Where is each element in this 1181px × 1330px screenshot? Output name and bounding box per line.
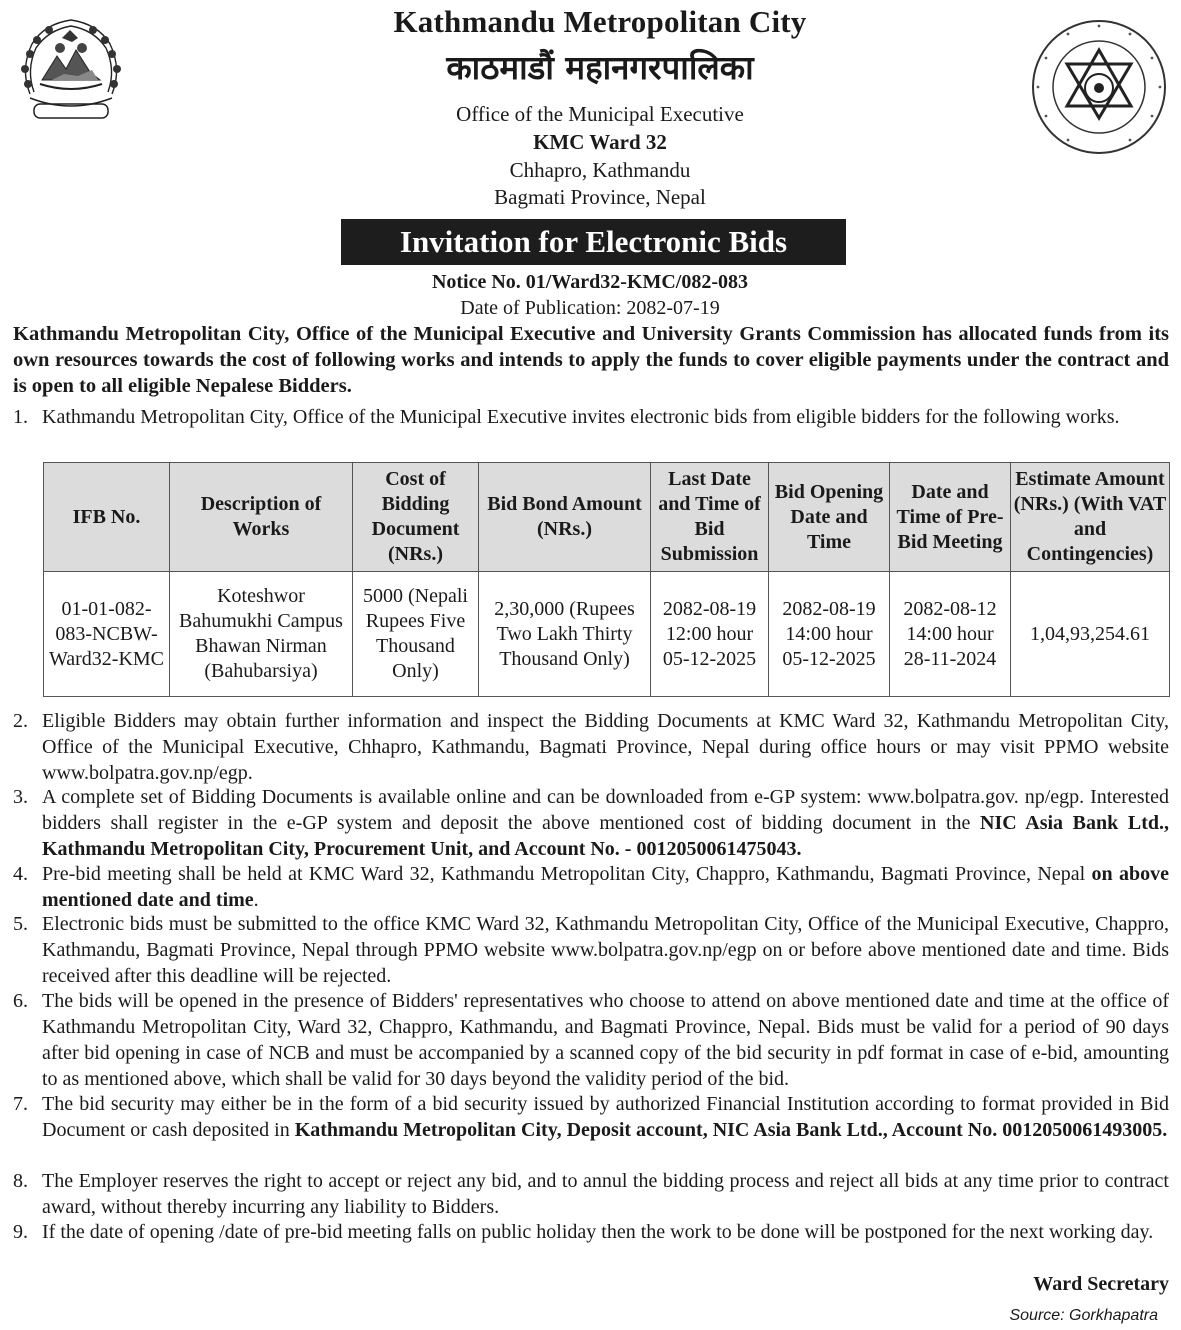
cell-estimate: 1,04,93,254.61 — [1011, 572, 1170, 697]
item-number: 7. — [13, 1093, 28, 1115]
item-text — [42, 784, 1169, 862]
city-title: Kathmandu Metropolitan City — [393, 4, 807, 39]
col-estimate: Estimate Amount (NRs.) (With VAT and Contingencies) — [1011, 463, 1170, 572]
open-date-bs: 2082-08-19 — [782, 597, 876, 620]
list-item — [13, 1219, 1169, 1245]
deposit-account-text: Kathmandu Metropolitan City, Deposit account, NIC Asia Bank Ltd., Account No. 0012050061493005. — [294, 1119, 1168, 1141]
prebid-date-ad: 28-11-2024 — [903, 647, 997, 670]
item-number: 1. — [13, 406, 28, 428]
open-time: 14:00 hour — [785, 622, 873, 645]
item-text-plain: Pre-bid meeting shall be held at KMC Ward 32, Kathmandu Metropolitan City, Chappro, Kathmandu, Bagmati Province, Nepal — [42, 863, 1092, 885]
col-description: Description of Works — [170, 463, 353, 572]
cell-ifb-no: 01-01-082-083-NCBW-Ward32-KMC — [44, 572, 170, 697]
item-text: Kathmandu Metropolitan City, Office of the Municipal Executive invites electronic bids from eligible bidders for the following works. — [42, 406, 1120, 428]
item-number: 6. — [13, 990, 28, 1012]
prebid-time: 14:00 hour — [906, 622, 994, 645]
col-prebid-date: Date and Time of Pre-Bid Meeting — [890, 463, 1011, 572]
notice-title: Invitation for Electronic Bids — [341, 219, 846, 265]
list-item — [13, 404, 1169, 430]
publication-date: Date of Publication: 2082-07-19 — [460, 297, 720, 319]
item-text: Eligible Bidders may obtain further information and inspect the Bidding Documents at KMC Ward 32, Kathmandu Metropolitan City, Office of the Municipal Executive, Chhapro, Kathmandu, Bagmati Province, Nepal during office hours or may visit PPMO website www.bolpatra.gov.np/egp. — [42, 710, 1169, 784]
item-text-plain: The bid security may either be in the form of a bid security issued by authorized Financial Institution according to format provided in Bid Document or cash deposited in — [42, 1093, 1169, 1141]
item-text: Electronic bids must be submitted to the office KMC Ward 32, Kathmandu Metropolitan City, Office of the Municipal Executive, Chappro, Kathmandu, Bagmati Province, Nepal through PPMO website www.bolpatra.gov.np/egp on or before above mentioned date and time. Bids received after this deadline will be rejected. — [42, 913, 1169, 987]
office-name: Office of the Municipal Executive — [456, 102, 744, 126]
cell-bid-bond: 2,30,000 (Rupees Two Lakh Thirty Thousand Only) — [479, 572, 651, 697]
cell-description: Koteshwor Bahumukhi Campus Bhawan Nirman (Bahubarsiya) — [170, 572, 353, 697]
list-item — [13, 911, 1169, 989]
col-opening-date: Bid Opening Date and Time — [769, 463, 890, 572]
list-item — [13, 861, 1169, 913]
col-document-cost: Cost of Bidding Document (NRs.) — [353, 463, 479, 572]
intro-paragraph: Kathmandu Metropolitan City, Office of the Municipal Executive and University Grants Commission has allocated funds from its own resources towards the cost of following works and intends to apply the funds to cover eligible payments under the contract and is open to all eligible Nepalese Bidders. — [13, 323, 1169, 397]
last-time: 12:00 hour — [665, 622, 754, 645]
item-number: 8. — [13, 1170, 28, 1192]
col-bid-bond: Bid Bond Amount (NRs.) — [479, 463, 651, 572]
kmc-seal-icon — [1030, 18, 1168, 156]
item-number: 4. — [13, 863, 28, 885]
province: Bagmati Province, Nepal — [494, 185, 706, 209]
item-text — [42, 861, 1169, 913]
list-item — [13, 1168, 1169, 1220]
item-text-end: . — [253, 889, 259, 911]
list-item — [13, 708, 1169, 786]
table-header-row — [44, 463, 1170, 572]
item-number: 2. — [13, 710, 28, 732]
item-text: The bids will be opened in the presence of Bidders' representatives who choose to attend on above mentioned date and time at the office of Kathmandu Metropolitan City, Ward 32, Chappro, Kathmandu, and Bagmati Province, Nepal. Bids must be valid for a period of 90 days after bid opening in case of NCB and must be accompanied by a scanned copy of the bid security in pdf format in case of e-bid, amounting to as mentioned above, which shall be valid for 30 days beyond the validity period of the bid. — [42, 990, 1169, 1090]
last-date-ad: 05-12-2025 — [662, 647, 757, 670]
cell-document-cost: 5000 (Nepali Rupees Five Thousand Only) — [353, 572, 479, 697]
col-ifb-no: IFB No. — [44, 463, 170, 572]
source-credit: Source: Gorkhapatra — [1009, 1307, 1158, 1324]
last-date-bs: 2082-08-19 — [662, 597, 757, 620]
col-last-date: Last Date and Time of Bid Submission — [651, 463, 769, 572]
item-text: If the date of opening /date of pre-bid meeting falls on public holiday then the work to be done will be postponed for the next working day. — [42, 1221, 1154, 1243]
prebid-date-bs: 2082-08-12 — [903, 597, 997, 620]
address: Chhapro, Kathmandu — [509, 158, 691, 182]
list-item — [13, 988, 1169, 1092]
list-item — [13, 784, 1169, 862]
item-text: The Employer reserves the right to accept or reject any bid, and to annul the bidding process and reject all bids at any time prior to contract award, without thereby incurring any liability to Bidders. — [42, 1170, 1169, 1218]
bid-table — [43, 462, 1170, 697]
table-row — [44, 572, 1170, 697]
cell-last-date — [651, 572, 769, 697]
item-number: 9. — [13, 1221, 28, 1243]
cell-opening-date — [769, 572, 890, 697]
list-item — [13, 1091, 1169, 1143]
item-text — [42, 1091, 1169, 1143]
city-title-nepali: काठमाडौं महानगरपालिका — [446, 48, 754, 87]
open-date-ad: 05-12-2025 — [782, 647, 876, 670]
ward-name: KMC Ward 32 — [533, 130, 667, 154]
signature: Ward Secretary — [1033, 1273, 1169, 1295]
notice-number: Notice No. 01/Ward32-KMC/082-083 — [431, 271, 749, 293]
cell-prebid-date — [890, 572, 1011, 697]
item-number: 5. — [13, 913, 28, 935]
bank-account-text: NIC Asia Bank Ltd., Kathmandu Metropolitan City, Procurement Unit, and Account No. - 0012050061475043. — [42, 812, 1170, 860]
item-number: 3. — [13, 786, 28, 808]
nepal-emblem-icon — [12, 14, 130, 126]
item-text-bold: on above mentioned date and time — [42, 863, 1169, 911]
item-text-plain: A complete set of Bidding Documents is available online and can be downloaded from e-GP system: www.bolpatra.gov. np/egp. Interested bidders shall register in the e-GP system and deposit the above mentioned cost of bidding document in the — [42, 786, 1169, 834]
